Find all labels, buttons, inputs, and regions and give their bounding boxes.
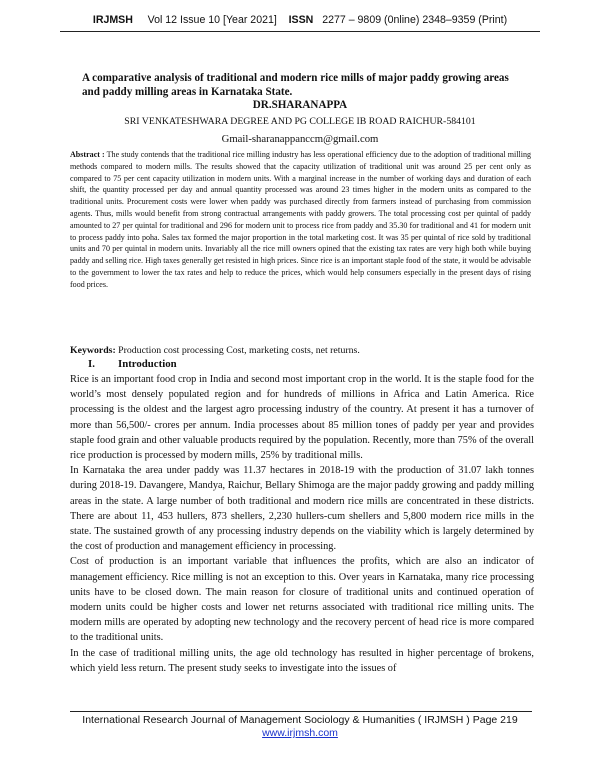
paragraph: Cost of production is an important variable that influences the profits, which are also an indicator of management efficiency. Rice milling is not an exception to this. Over years in Karnataka, many rice processing units have to be closed down. The main reason for closure of traditional units and continued operation of modern units could be higher costs and lower net returns associated with traditional rice milling units. The modern mills are operated by adopting new technology and the recovery percent of head rice is more compared to the traditional units. (70, 556, 534, 644)
keywords-label: Keywords: (70, 345, 116, 356)
paragraph: Rice is an important food crop in India and second most important crop in the world. It is the staple food for the world’s most densely populated region and for hundreds of millions in Africa and Latin America. Rice processing is the oldest and the largest agro processing industry of the country. At present it has a turnover of more than 56,500/- crores per annum. India processes about 85 million tones of paddy per year and provides staple food grain and other valuable products required by the population. Recently, more than 75% of the overall rice production is processed by modern mills, 25% by traditional mills. (70, 374, 534, 462)
abstract-label: Abstract : (70, 150, 105, 159)
paragraph: In Karnataka the area under paddy was 11.37 hectares in 2018-19 with the production of 31.07 lakh tonnes during 2018-19. Davangere, Mandya, Raichur, Bellary Shimoga are the major paddy growing and paddy milling areas in the state. A large number of both traditional and modern rice mills are concentrated in these districts. There are about 11, 453 hullers, 873 shellers, 2,230 hullers-cum shellers and 5,800 modern rice mills in the state. The sustained growth of any processing industry depends on the viability which is largely determined by the cost of production and management efficiency in processing. (70, 465, 534, 553)
keywords-text: Production cost processing Cost, marketing costs, net returns. (118, 345, 360, 356)
introduction-body (70, 372, 534, 676)
author-affiliation: SRI VENKATESHWARA DEGREE AND PG COLLEGE IB ROAD RAICHUR-584101 (124, 116, 476, 127)
author-name: DR.SHARANAPPA (252, 99, 348, 111)
issn-label: ISSN (288, 14, 314, 26)
abstract (70, 149, 531, 291)
footer-link-container (0, 727, 600, 739)
journal-website-link[interactable]: www.irjmsh.com (262, 727, 338, 739)
section-title: Introduction (118, 358, 177, 370)
journal-abbreviation: IRJMSH (92, 14, 133, 26)
author-email: Gmail-sharanappanccm@gmail.com (221, 133, 379, 145)
paragraph: In the case of traditional milling units, the age old technology has resulted in higher percentage of brokens, which yield less return. The present study seeks to investigate into the issues of (70, 647, 534, 674)
header-divider (60, 31, 540, 32)
article-title: A comparative analysis of traditional and modern rice mills of major paddy growing areas and paddy milling areas in Karnataka State. (82, 72, 509, 98)
running-header (0, 14, 600, 26)
footer-divider (70, 711, 532, 712)
keywords (70, 345, 540, 356)
volume-issue: Vol 12 Issue 10 [Year 2021] (147, 14, 277, 26)
page-footer: International Research Journal of Management Sociology & Humanities ( IRJMSH ) Page 219 (82, 714, 518, 726)
issn-value: 2277 – 9809 (0nline) 2348–9359 (Print) (322, 14, 508, 26)
abstract-text: The study contends that the traditional rice milling industry has less operational efficiency due to the adoption of traditional milling methods compared to modern mills. The results showed that the capacity utilization of traditional unit was around 25 per cent only as compared to 75 per cent capacity utilization in modern units. With a marginal increase in the number of working days and duration of each shift, the quantity processed per day and annual quantity processed was around 23 times higher in the modern units as compared to the traditional units. Procurement costs were lower when paddy was purchased directly from farmers instead of purchasing from commission agents. Thus, mills would benefit from strong contractual arrangements with paddy growers. The total processing cost per quintal of paddy amounted to 27 per quintal for traditional and 296 for modern unit to process rice from paddy and 35.30 for traditional and 41 for modern unit to process paddy into poha. Sales tax formed the major proportion in the total marketing cost. It was 35 per quintal of rice sold by traditional units and 70 per quintal in modern units. Invariably all the rice mill owners opined that the existing tax rates are very high both while buying paddy and selling rice. High taxes generally get resisted in high prices. Since rice is an important staple food of the state, it would be advisable to the government to lower the tax rates and help to reduce the prices, which would help consumers especially in the present days of rising food prices. (70, 150, 531, 289)
section-number: I. (88, 358, 95, 370)
section-heading (88, 358, 177, 370)
